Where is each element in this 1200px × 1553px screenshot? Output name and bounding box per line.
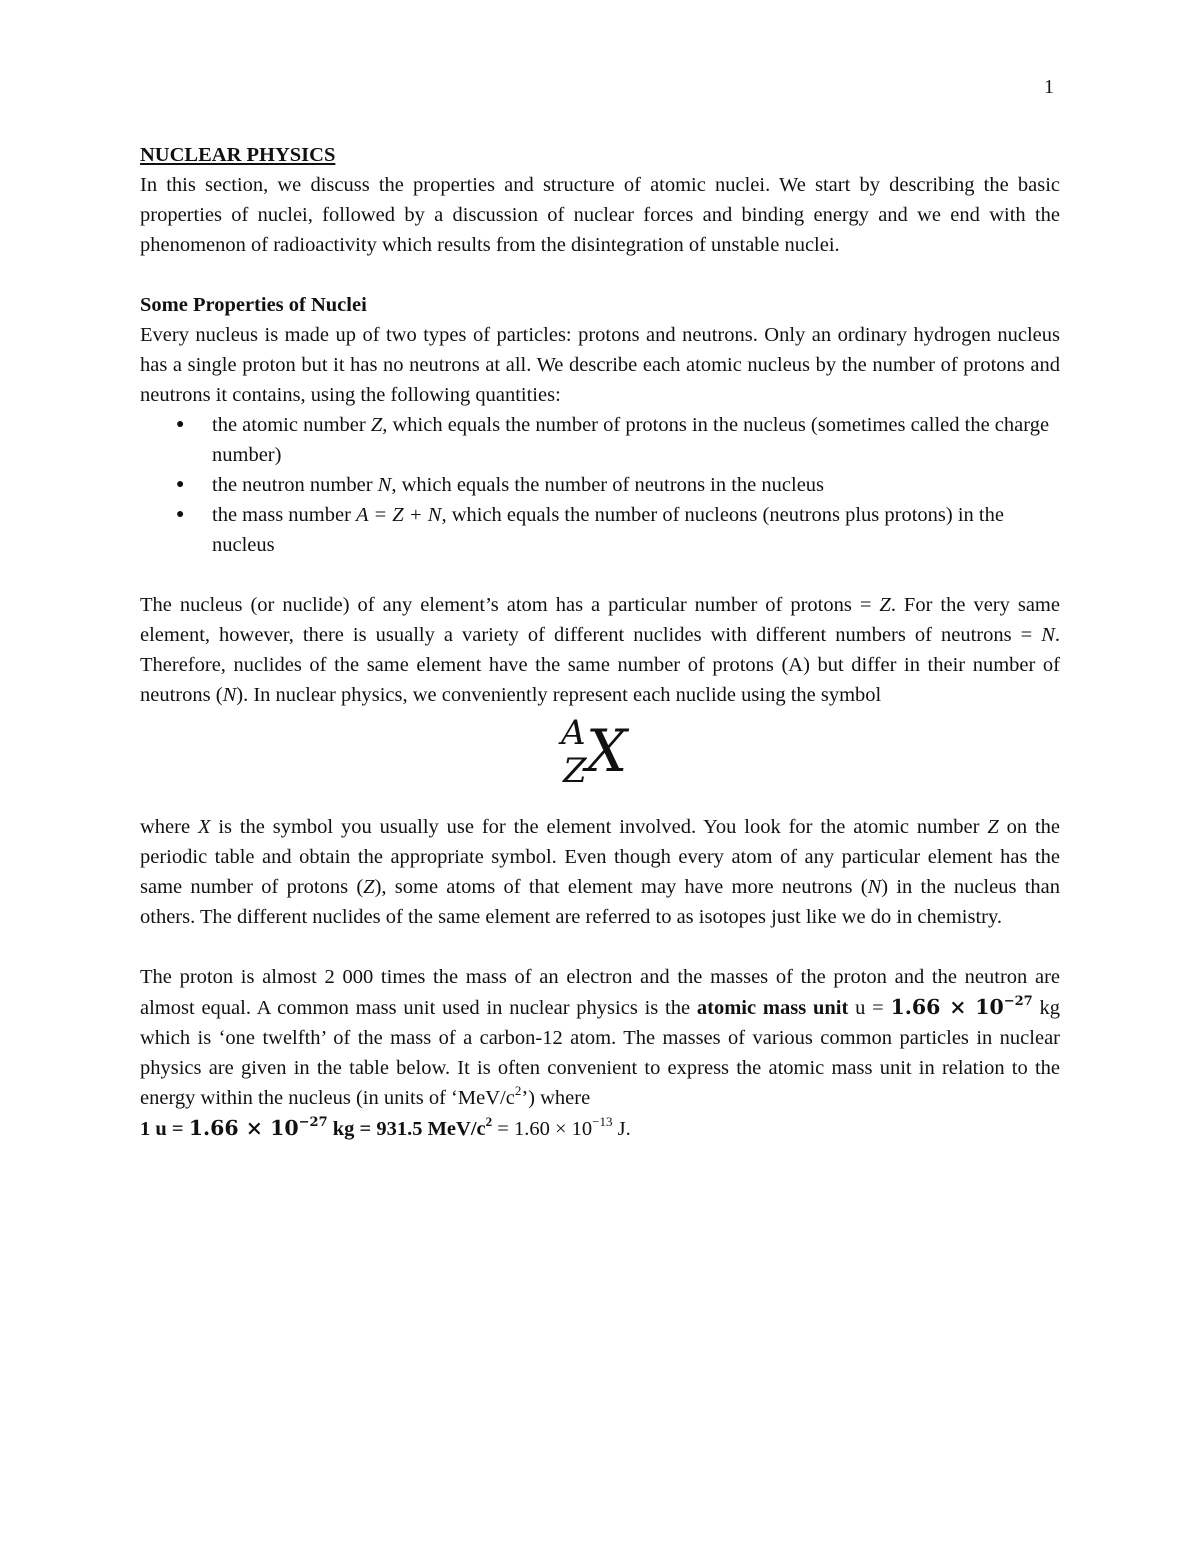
- list-item: ● the neutron number N, which equals the number of neutrons in the nucleus: [212, 470, 1060, 500]
- nuclide-symbol: [140, 713, 1060, 812]
- page-number: 1: [1044, 76, 1054, 98]
- mass-unit-paragraph: The proton is almost 2 000 times the mass of an electron and the masses of the proton and the neutron are almost equal. A common mass unit used in nuclear physics is the atomic mass unit $u = 1.66 \times 10^{-27}$ kg which is ‘one twelfth’ of the mass of a carbon-12 atom. The masses of various common particles in nuclear physics are given in the table below. It is often convenient to express the atomic mass unit in relation to the energy within the nucleus (in units of ‘$MeV/c^2$’) where: [140, 966, 1061, 1109]
- mass-energy-equation: 1 $u = 1.66 \times 10^{-27}$ kg = 931.5 MeV/$c^2 = 1.60 \times 10^{-13}$ J.: [140, 1114, 631, 1140]
- list-item: ● the mass number A = Z + N, which equals the number of nucleons (neutrons plus protons) in the nucleus: [212, 500, 1060, 560]
- page-title: NUCLEAR PHYSICS: [140, 144, 336, 166]
- intro-paragraph: In this section, we discuss the properties and structure of atomic nuclei. We start by describing the basic properties of nuclei, followed by a discussion of nuclear forces and binding energy and we end with the phenomenon of radioactivity which results from the disintegration of unstable nuclei.: [140, 174, 1060, 256]
- nuclide-paragraph: The nucleus (or nuclide) of any element’s atom has a particular number of protons = Z. For the very same element, however, there is usually a variety of different nuclides with different numbers of neutrons = N. Therefore, nuclides of the same element have the same number of protons (A) but differ in their number of neutrons (N). In nuclear physics, we conveniently represent each nuclide using the symbol: [140, 594, 1060, 706]
- list-item: ● the atomic number Z, which equals the number of protons in the nucleus (sometimes called the charge number): [212, 410, 1060, 470]
- atomic-number-subscript: Z: [563, 751, 587, 791]
- properties-paragraph: Every nucleus is made up of two types of particles: protons and neutrons. Only an ordinary hydrogen nucleus has a single proton but it has no neutrons at all. We describe each atomic nucleus by the number of protons and neutrons it contains, using the following quantities:: [140, 324, 1060, 406]
- section-heading: Some Properties of Nuclei: [140, 294, 367, 316]
- quantities-list: [140, 410, 1060, 560]
- page-content: [140, 140, 1060, 1144]
- mass-number-superscript: A: [561, 713, 586, 753]
- element-symbol: X: [586, 717, 628, 785]
- isotope-paragraph: where X is the symbol you usually use for the element involved. You look for the atomic number Z on the periodic table and obtain the appropriate symbol. Even though every atom of any particular element has the same number of protons (Z), some atoms of that element may have more neutrons (N) in the nucleus than others. The different nuclides of the same element are referred to as isotopes just like we do in chemistry.: [140, 816, 1060, 928]
